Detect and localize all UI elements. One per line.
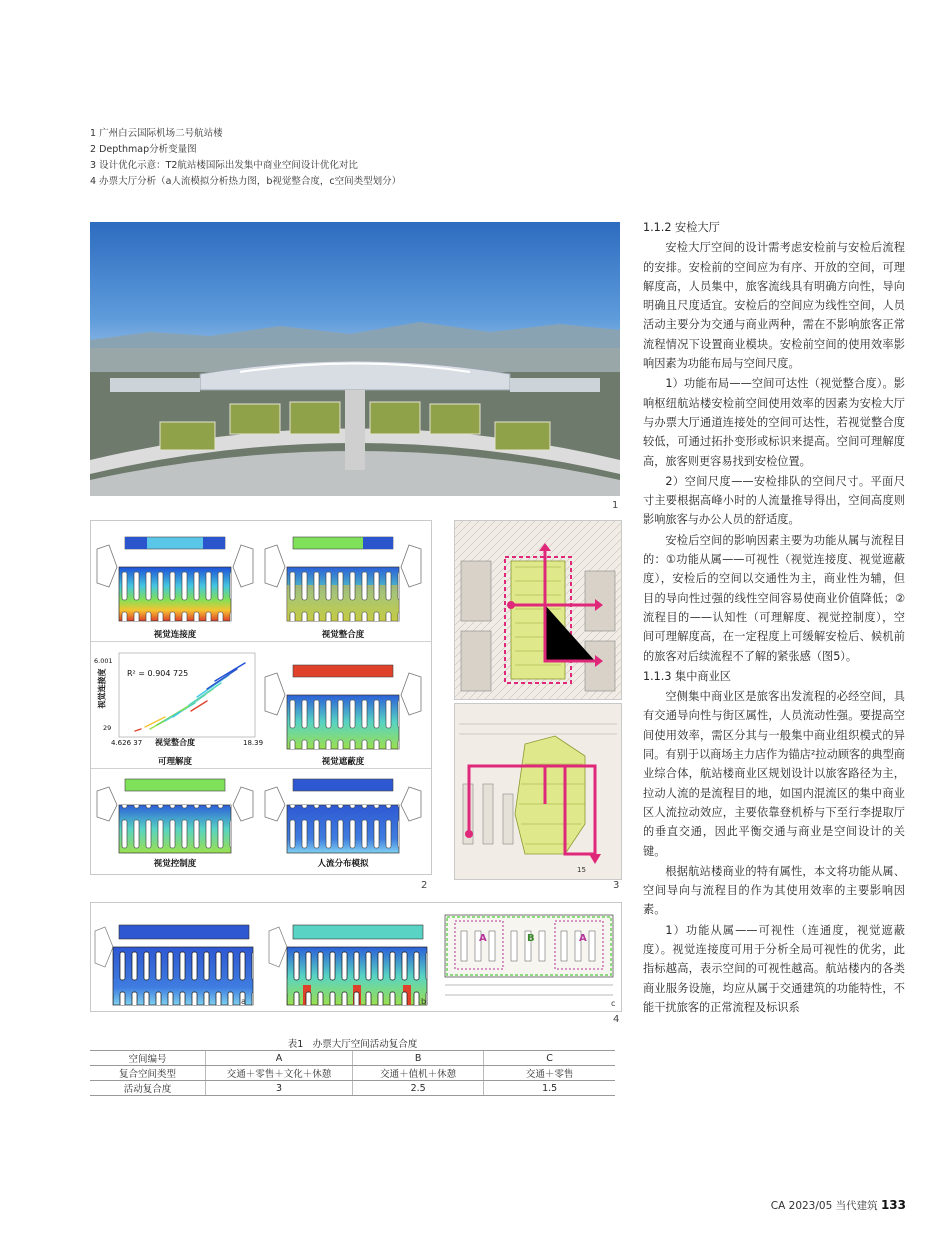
- paragraph: 安检后空间的影响因素主要为功能从属与流程目的：①功能从属——可视性（视觉连接度、视觉遮蔽度），安检后的空间以交通性为主，商业性为辅，但目的导向性过强的线性空间容易使商业价值降低；②流程目的——认知性（可理解度、视觉控制度），空间可理解度高，在一定程度上可缓解安检后、候机前的旅客对后续流程不了解的紧张感（图5）。: [643, 533, 905, 663]
- section-heading-1-1-3: 1.1.3 集中商业区: [643, 669, 731, 683]
- integration-plan: [267, 907, 437, 1007]
- table-cell: A: [206, 1051, 353, 1066]
- depthmap-plan-integration: [263, 527, 423, 623]
- flow-heatmap-plan: [93, 907, 263, 1007]
- caption-4: 4 办票大厅分析（a人流模拟分析热力图，b视觉整合度，c空间类型划分）: [90, 176, 402, 187]
- figure-number-4: 4: [613, 1014, 620, 1025]
- panel-label-connectivity: 视觉连接度: [153, 630, 197, 640]
- panel-label-occlusion: 视觉遮蔽度: [321, 757, 365, 767]
- scatter-xmin: 4.626 37: [111, 739, 143, 747]
- fig4-label-c: c: [611, 999, 616, 1008]
- table-cell: 交通＋零售＋文化＋休憩: [206, 1066, 353, 1081]
- table-cell: 交通＋值机＋休憩: [353, 1066, 484, 1081]
- table-row: [90, 1066, 615, 1081]
- caption-1: 1 广州白云国际机场二号航站楼: [90, 128, 223, 139]
- scatter-r2: R² = 0.904 725: [127, 669, 189, 678]
- table-cell: 空间编号: [90, 1051, 206, 1066]
- page-footer: [771, 1198, 906, 1213]
- zone-label-a-right: A: [579, 933, 587, 944]
- table-row: [90, 1051, 615, 1066]
- paragraph: 1）功能从属——可视性（连通度，视觉遮蔽度）。视觉连接度可用于分析全局可视性的优劣，此指标越高，表示空间的可视性越高。航站楼内的各类商业服务设施，均应从属于交通建筑的功能特性，不能干扰旅客的正常流程及标识系: [643, 923, 905, 1014]
- fig4-label-b: b: [421, 997, 427, 1006]
- scatter-ymin: 29: [103, 724, 112, 732]
- table-cell: B: [353, 1051, 484, 1066]
- table-title: 表1 办票大厅空间活动复合度: [287, 1039, 418, 1050]
- scatter-xmax: 18.39: [243, 739, 264, 747]
- depthmap-plan-control: [95, 775, 255, 855]
- depthmap-plan-connectivity: [95, 527, 255, 623]
- fig4-label-a: a: [241, 997, 246, 1006]
- scatter-xlabel: 视觉整合度: [155, 738, 195, 747]
- body-text-column: [643, 218, 905, 1018]
- table-row: [90, 1081, 615, 1096]
- panel-label-intelligibility: 可理解度: [157, 757, 192, 767]
- table-cell: 1.5: [484, 1081, 615, 1096]
- scatter-ymax: 6.001: [94, 657, 113, 665]
- figure-number-3: 3: [613, 880, 620, 891]
- table-cell: C: [484, 1051, 615, 1066]
- figure-number-1: 1: [612, 500, 619, 511]
- page-number: 133: [880, 1198, 906, 1212]
- panel-label-integration: 视觉整合度: [321, 630, 365, 640]
- zone-label-b: B: [527, 933, 535, 944]
- table-cell: 交通＋零售: [484, 1066, 615, 1081]
- paragraph: 安检大厅空间的设计需考虑安检前与安检后流程的安排。安检前的空间应为有序、开放的空间，可理解度高，人员集中，旅客流线具有明确方向性，导向明确且尺度适宜。安检后的空间应为线性空间，人员活动主要分为交通与商业两种，需在不影响旅客正常流程情况下设置商业模块。安检前空间的使用效率影响因素为功能布局与空间尺度。: [643, 241, 905, 371]
- table-cell: 复合空间类型: [90, 1066, 206, 1081]
- airport-aerial-photo: [90, 222, 620, 496]
- caption-2: 2 Depthmap分析变量图: [90, 144, 197, 155]
- paragraph: 空侧集中商业区是旅客出发流程的必经空间，具有交通导向性与街区属性，人员流动性强。要提高空间使用效率，需区分其与一般集中商业组织模式的异同。有别于以商场主力店作为锚店²拉动顾客的典型商业综合体，航站楼商业区规划设计以旅客路径为主，拉动人流的是流程目的地，如国内混流区的集中商业区人流拉动效应，主要依靠登机桥与下至行李提取厅的垂直交通，因此平衡交通与商业是空间设计的关键。: [643, 690, 905, 858]
- activity-table: [90, 1050, 615, 1096]
- scatter-ylabel: 视觉连接度: [97, 668, 107, 709]
- paragraph: 2）空间尺度——安检排队的空间尺寸。平面尺寸主要根据高峰小时的人流量推导得出，空间高度则影响旅客与办公人员的舒适度。: [643, 474, 905, 527]
- depthmap-plan-flow-simulation: [263, 775, 423, 855]
- journal-name: CA 2023/05 当代建筑: [770, 1200, 878, 1212]
- space-type-plan: [441, 907, 617, 1007]
- figure-number-2: 2: [421, 880, 428, 891]
- plan-marker-15: 15: [577, 866, 586, 874]
- table-cell: 2.5: [353, 1081, 484, 1096]
- paragraph: 根据航站楼商业的特有属性，本文将功能从属、空间导向与流程目的作为其使用效率的主要影响因素。: [643, 864, 905, 917]
- table-cell: 3: [206, 1081, 353, 1096]
- ticketing-hall-figure: [90, 902, 622, 1012]
- depthmap-figure: [90, 520, 432, 875]
- panel-label-flow-simulation: 人流分布模拟: [317, 859, 369, 869]
- panel-label-control: 视觉控制度: [153, 859, 197, 869]
- figure-captions: [90, 126, 401, 190]
- section-heading-1-1-2: 1.1.2 安检大厅: [643, 221, 720, 234]
- depthmap-plan-occlusion: [263, 655, 423, 751]
- zone-label-a-left: A: [479, 933, 487, 944]
- table-cell: 活动复合度: [90, 1081, 206, 1096]
- optimization-plan-before: [454, 520, 622, 700]
- caption-3: 3 设计优化示意：T2航站楼国际出发集中商业空间设计优化对比: [90, 160, 358, 171]
- paragraph: 1）功能布局——空间可达性（视觉整合度）。影响枢纽航站楼安检前空间使用效率的因素为安检大厅与办票大厅通道连接处的空间可达性，若视觉整合度较低，可通过拓扑变形或标识来提高。空间可理解度高，旅客则更容易找到安检位置。: [643, 377, 905, 468]
- optimization-plan-after: [454, 703, 622, 880]
